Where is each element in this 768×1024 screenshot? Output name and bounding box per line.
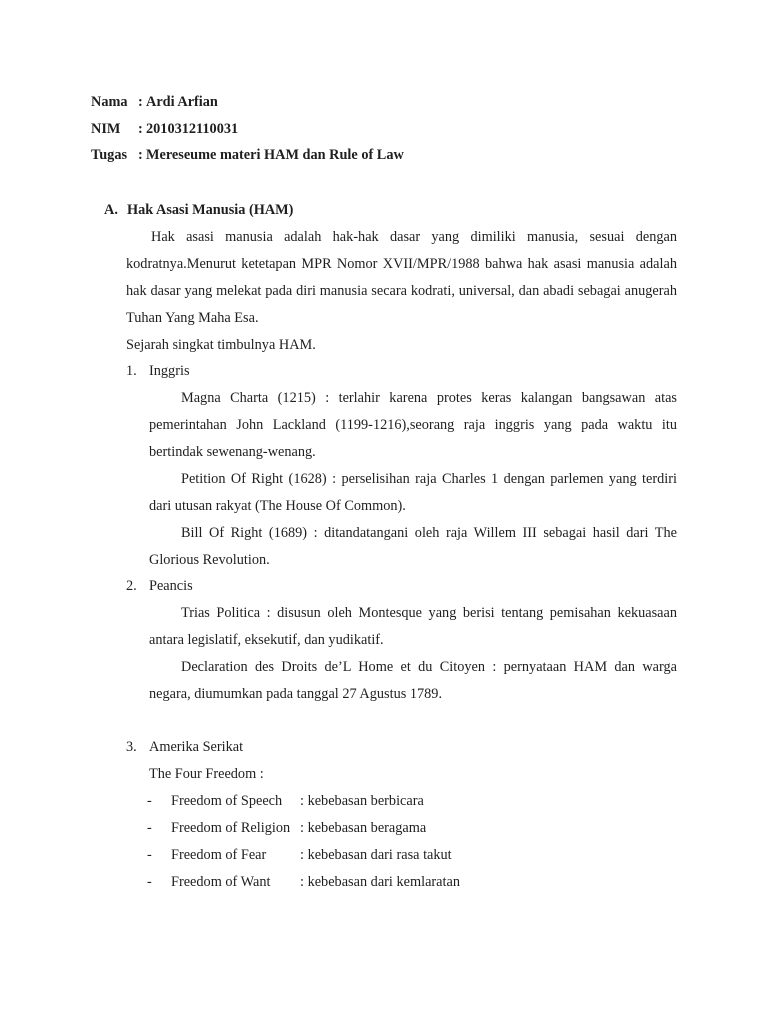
- list-number: 3.: [126, 739, 137, 755]
- freedom-term: Freedom of Speech: [171, 793, 283, 809]
- freedom-separator: :: [300, 820, 304, 836]
- freedom-meaning: kebebasan dari kemlaratan: [307, 874, 460, 890]
- nim-row: [91, 116, 691, 143]
- list-item-inggris: [126, 358, 190, 385]
- freedom-item: [147, 788, 424, 815]
- task-value: Mereseume materi HAM dan Rule of Law: [146, 147, 404, 163]
- freedom-term: Freedom of Religion: [171, 820, 291, 836]
- name-separator: :: [138, 94, 143, 110]
- name-label: Nama: [91, 94, 128, 110]
- bill-of-right-paragraph: Bill Of Right (1689) : ditandatangani oleh raja Willem III sebagai hasil dari The Glorious Revolution.: [149, 525, 677, 568]
- list-label: Peancis: [149, 578, 193, 594]
- student-info: [91, 89, 691, 169]
- freedom-item: [147, 815, 426, 842]
- list-item-peancis: [126, 573, 193, 600]
- list-label: Amerika Serikat: [149, 739, 244, 755]
- freedom-item: [147, 842, 452, 869]
- section-title: Hak Asasi Manusia (HAM): [127, 202, 294, 218]
- intro-paragraph: Hak asasi manusia adalah hak-hak dasar yang dimiliki manusia, sesuai dengan kodratnya.Menurut ketetapan MPR Nomor XVII/MPR/1988 bahwa hak asasi manusia adalah hak dasar yang melekat pada diri manusia secara kodrati, universal, dan abadi sebagai anugerah Tuhan Yang Maha Esa.: [126, 229, 677, 326]
- list-label: Inggris: [149, 363, 190, 379]
- list-number: 2.: [126, 578, 137, 594]
- freedom-meaning: kebebasan dari rasa takut: [307, 847, 452, 863]
- nim-separator: :: [138, 120, 143, 137]
- bullet-dash: -: [147, 874, 152, 890]
- freedom-meaning: kebebasan beragama: [307, 820, 427, 836]
- history-heading: Sejarah singkat timbulnya HAM.: [126, 337, 316, 353]
- petition-of-right-paragraph: Petition Of Right (1628) : perselisihan raja Charles 1 dengan parlemen yang terdiri dari utusan rakyat (The House Of Common).: [149, 471, 677, 514]
- task-row: [91, 142, 691, 169]
- freedom-term: Freedom of Want: [171, 874, 271, 890]
- freedom-term: Freedom of Fear: [171, 847, 267, 863]
- section-heading: [104, 197, 293, 224]
- freedom-meaning: kebebasan berbicara: [307, 793, 424, 809]
- bullet-dash: -: [147, 847, 152, 863]
- task-label: Tugas: [91, 147, 128, 163]
- task-separator: :: [138, 147, 143, 163]
- section-letter: A.: [104, 202, 118, 218]
- name-row: [91, 89, 691, 116]
- freedom-separator: :: [300, 874, 304, 890]
- freedom-item: [147, 869, 460, 896]
- bullet-dash: -: [147, 820, 152, 836]
- freedom-separator: :: [300, 847, 304, 863]
- declaration-paragraph: Declaration des Droits de’L Home et du Citoyen : pernyataan HAM dan warga negara, diumumkan pada tanggal 27 Agustus 1789.: [149, 659, 677, 702]
- freedom-separator: :: [300, 793, 304, 809]
- name-value: Ardi Arfian: [146, 94, 218, 110]
- nim-value: 2010312110031: [146, 120, 239, 137]
- list-item-amerika-serikat: [126, 734, 243, 761]
- list-number: 1.: [126, 363, 137, 379]
- nim-label: NIM: [91, 120, 121, 137]
- four-freedom-heading: The Four Freedom :: [149, 766, 264, 782]
- magna-charta-paragraph: Magna Charta (1215) : terlahir karena protes keras kalangan bangsawan atas pemerintahan John Lackland (1199-1216),seorang raja inggris yang pada waktu itu bertindak sewenang-wenang.: [149, 390, 677, 460]
- trias-politica-paragraph: Trias Politica : disusun oleh Montesque yang berisi tentang pemisahan kekuasaan antara legislatif, eksekutif, dan yudikatif.: [149, 605, 677, 648]
- bullet-dash: -: [147, 793, 152, 809]
